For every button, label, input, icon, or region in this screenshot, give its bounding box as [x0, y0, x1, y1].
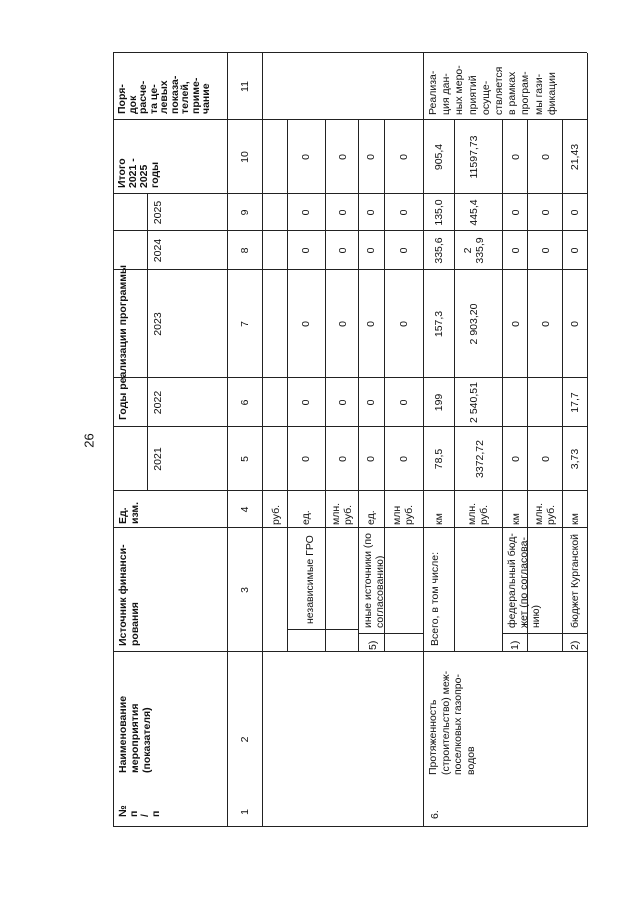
value-cell: 0: [337, 456, 349, 462]
value-cell: 0: [365, 399, 377, 406]
grid-line: [113, 53, 114, 827]
header-year-2025: 2025: [152, 200, 164, 225]
value-cell: 0: [398, 321, 410, 327]
value-cell: 0: [300, 321, 312, 327]
value-cell: 0: [300, 399, 312, 406]
value-cell: 0: [510, 321, 522, 327]
column-number: 5: [239, 456, 251, 462]
value-cell: 17,7: [569, 392, 581, 413]
value-cell: 0: [540, 321, 552, 327]
grid-line: [325, 120, 326, 652]
value-cell: 0: [510, 456, 522, 462]
header-number: № п / п: [117, 805, 162, 817]
page-number: 26: [81, 433, 97, 448]
value-cell: 0: [300, 456, 312, 462]
unit-cell: млн. руб.: [330, 502, 354, 525]
column-number: 2: [239, 736, 251, 743]
column-number: 9: [239, 209, 251, 216]
source-label: независимые ГРО: [304, 535, 316, 624]
value-cell: 3,73: [569, 448, 581, 470]
value-cell: 0: [569, 321, 581, 327]
source-label: федеральный бюд- жет (по согласова- нию): [506, 533, 542, 628]
value-cell: 0: [510, 247, 522, 254]
column-number: 8: [239, 247, 251, 254]
grid-line: [287, 629, 358, 630]
value-cell: 0: [337, 209, 349, 216]
unit-cell: ед.: [300, 510, 312, 525]
grid-line: [262, 53, 263, 827]
value-cell: 0: [510, 154, 522, 160]
header-total: Итого 2021 - 2025 годы: [116, 158, 161, 188]
grid-line: [587, 53, 588, 827]
source-label: бюджет Курганской: [569, 533, 581, 628]
source-number: 2): [569, 640, 581, 650]
value-cell: 0: [300, 154, 312, 160]
header-order: Поря- док расче- та це- левых показа- телей, приме- чание: [116, 75, 212, 114]
grid-line: [227, 53, 228, 827]
value-cell: 0: [365, 456, 377, 462]
source-label: Всего, в том числе:: [429, 552, 441, 646]
column-number: 10: [239, 151, 251, 163]
column-number: 1: [239, 809, 251, 815]
value-cell: 0: [398, 399, 410, 406]
value-cell: 0: [398, 247, 410, 254]
row-note: Реализа- ция дан- ных меро- приятий осуще- ствляется в рамках програм- мы гази- фикации: [427, 65, 558, 115]
value-cell: 11597,73: [468, 135, 480, 179]
value-cell: 0: [540, 456, 552, 462]
value-cell: 2 335,9: [462, 237, 486, 264]
source-number: 5): [367, 640, 379, 650]
unit-cell: км: [510, 513, 522, 525]
measure-name: Протяженность (строительство) меж- поселковых газопро- водов: [427, 670, 477, 775]
grid-line: [287, 120, 288, 652]
header-year-2021: 2021: [152, 447, 164, 471]
value-cell: 0: [337, 399, 349, 406]
unit-cell: ед.: [365, 510, 377, 525]
source-label: иные источники (по согласованию): [362, 533, 386, 628]
value-cell: 0: [398, 209, 410, 216]
value-cell: 0: [365, 154, 377, 160]
grid-line: [423, 53, 424, 827]
value-cell: 335,6: [433, 237, 445, 264]
column-number: 3: [239, 587, 251, 593]
grid-line: [454, 120, 455, 652]
value-cell: 0: [337, 154, 349, 160]
value-cell: 0: [540, 209, 552, 216]
value-cell: 157,3: [433, 310, 445, 338]
value-cell: 78,5: [433, 448, 445, 470]
header-year-2023: 2023: [152, 312, 164, 336]
unit-cell: млн руб.: [391, 504, 415, 525]
value-cell: 0: [569, 209, 581, 216]
value-cell: 0: [569, 247, 581, 254]
column-number: 7: [239, 321, 251, 327]
value-cell: 0: [540, 154, 552, 160]
column-number: 4: [239, 506, 251, 513]
unit-cell: км: [569, 513, 581, 525]
value-cell: 0: [398, 456, 410, 462]
column-number: 6: [239, 399, 251, 406]
unit-cell: км: [433, 513, 445, 525]
value-cell: 0: [365, 247, 377, 254]
value-cell: 0: [337, 321, 349, 327]
value-cell: 0: [398, 154, 410, 160]
header-year-2022: 2022: [152, 390, 164, 415]
column-number: 11: [239, 81, 251, 92]
header-source: Источник финанси- рования: [117, 544, 141, 646]
row-number: 6.: [429, 810, 441, 819]
value-cell: 0: [300, 247, 312, 254]
value-cell: 21,43: [569, 143, 581, 171]
value-cell: 445,4: [468, 199, 480, 226]
value-cell: 0: [337, 247, 349, 254]
header-unit: Ед. изм.: [117, 501, 141, 524]
grid-line: [562, 120, 563, 652]
header-years-group: Годы реализации программы: [117, 265, 129, 420]
grid-line: [113, 826, 587, 827]
value-cell: 905,4: [433, 143, 445, 171]
grid-line: [358, 120, 359, 652]
unit-cell: млн. руб.: [466, 502, 490, 525]
value-cell: 0: [365, 209, 377, 216]
header-year-2024: 2024: [152, 238, 164, 263]
value-cell: 2 903,20: [468, 303, 480, 345]
value-cell: 3372,72: [474, 440, 486, 478]
value-cell: 0: [365, 321, 377, 327]
value-cell: 135,0: [433, 199, 445, 226]
value-cell: 0: [540, 247, 552, 254]
value-cell: 0: [510, 209, 522, 216]
header-name: Наименование мероприятия (показателя): [117, 695, 153, 773]
grid-line: [147, 194, 148, 491]
financing-table: [113, 53, 587, 827]
unit-cell: руб.: [270, 504, 282, 525]
value-cell: 0: [300, 209, 312, 216]
grid-line: [502, 120, 503, 652]
value-cell: 2 540,51: [468, 382, 480, 423]
source-number: 1): [509, 640, 521, 650]
value-cell: 199: [433, 393, 445, 412]
unit-cell: млн. руб.: [533, 502, 557, 525]
